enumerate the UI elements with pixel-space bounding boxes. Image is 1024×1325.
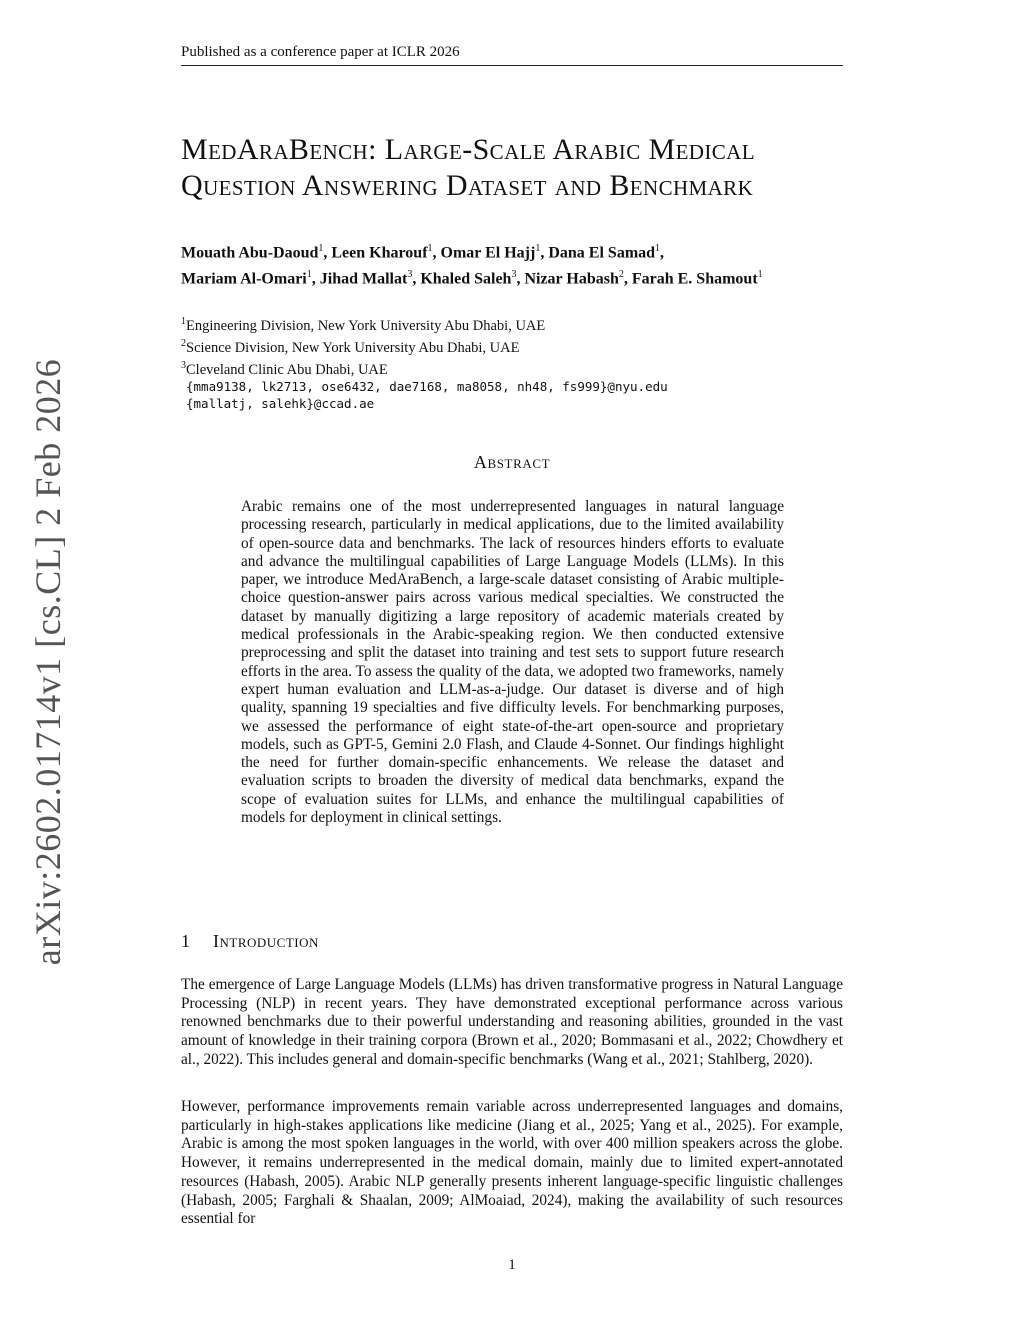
- author-name: Dana El Samad: [548, 244, 656, 262]
- author-name: Nizar Habash: [524, 270, 619, 288]
- author-name: Leen Kharouf: [331, 244, 428, 262]
- page-number: 1: [508, 1257, 516, 1273]
- author-affiliation-mark: 1: [306, 269, 312, 281]
- author-name: Omar El Hajj: [440, 244, 536, 262]
- author-affiliation-mark: 2: [618, 269, 624, 281]
- email-nyu[interactable]: {mma9138, lk2713, ose6432, dae7168, ma8058, nh48, fs999}@nyu.edu: [186, 379, 668, 395]
- affiliation-line: [181, 335, 841, 357]
- arxiv-identifier: arXiv:2602.01714v1 [cs.CL] 2 Feb 2026: [28, 358, 68, 966]
- author-list: Mouath Abu-Daoud$^1$, Leen Kharouf$^1$, Omar El Hajj$^1$, Dana El Samad$^1$, Mariam Al-Omari$^1$, Jihad Mallat$^3$, Khaled Saleh$^3$, Nizar Habash$^2$, Farah E. Shamout$^1$: [181, 243, 763, 288]
- title-line-2: Question Answering Dataset and Benchmark: [181, 169, 754, 202]
- email-ccad[interactable]: {mallatj, salehk}@ccad.ae: [186, 396, 375, 412]
- running-header: Published as a conference paper at ICLR 2026: [181, 44, 843, 66]
- title-line-1: MedAraBench: Large-Scale Arabic Medical: [181, 133, 755, 166]
- affiliation-text: Science Division, New York University Abu Dhabi, UAE: [186, 339, 520, 356]
- author-affiliation-mark: 3: [511, 269, 517, 281]
- affiliation-line: [181, 357, 841, 379]
- author-affiliation-mark: 1: [535, 243, 541, 254]
- author-affiliation-mark: 1: [655, 243, 661, 254]
- section-heading-introduction: [181, 931, 843, 952]
- affiliation-number: 2: [181, 337, 186, 349]
- author-name: Khaled Saleh: [420, 270, 512, 288]
- author-name: Farah E. Shamout: [631, 270, 758, 288]
- affiliation-number: 1: [181, 316, 186, 327]
- abstract-heading: Abstract: [473, 452, 551, 472]
- author-name: Mouath Abu-Daoud: [181, 244, 319, 262]
- intro-paragraph-1: The emergence of Large Language Models (LLMs) has driven transformative progress in Natural Language Processing (NLP) in recent years. They have demonstrated exceptional performance across various renowned benchmarks due to their powerful understanding and reasoning abilities, grounded in the vast amount of knowledge in their training corpora (Brown et al., 2020; Bommasani et al., 2022; Chowdhery et al., 2022). This includes general and domain-specific benchmarks (Wang et al., 2021; Stahlberg, 2020).: [181, 976, 843, 1068]
- author-name: Mariam Al-Omari: [181, 270, 307, 288]
- author-name: Jihad Mallat: [319, 270, 408, 288]
- abstract-text: Arabic remains one of the most underrepresented languages in natural language processing research, particularly in medical applications, due to the limited availability of open-source data and benchmarks. The lack of resources hinders efforts to evaluate and advance the multilingual capabilities of Large Language Models (LLMs). In this paper, we introduce MedAraBench, a large-scale dataset consisting of Arabic multiple-choice question-answer pairs across various medical specialties. We constructed the dataset by manually digitizing a large repository of academic materials created by medical professionals in the Arabic-speaking region. We then conducted extensive preprocessing and split the dataset into training and test sets to support future research efforts in the area. To assess the quality of the data, we adopted two frameworks, namely expert human evaluation and LLM-as-a-judge. Our dataset is diverse and of high quality, spanning 19 specialties and five difficulty levels. For benchmarking purposes, we assessed the performance of eight state-of-the-art open-source and proprietary models, such as GPT-5, Gemini 2.0 Flash, and Claude 4-Sonnet. Our findings highlight the need for further domain-specific enhancements. We release the dataset and evaluation scripts to broaden the diversity of medical data benchmarks, expand the scope of evaluation suites for LLMs, and enhance the multilingual capabilities of models for deployment in clinical settings.: [241, 498, 784, 827]
- affiliation-text: Engineering Division, New York University Abu Dhabi, UAE: [186, 317, 546, 334]
- affiliation-number: 3: [181, 359, 186, 371]
- paper-title: [181, 132, 861, 204]
- affiliations: [181, 313, 841, 412]
- section-number: 1: [181, 931, 191, 951]
- affiliation-line: [181, 313, 841, 335]
- author-affiliation-mark: 1: [757, 269, 763, 281]
- author-affiliation-mark: 1: [427, 243, 433, 254]
- intro-paragraph-2: However, performance improvements remain variable across underrepresented languages and domains, particularly in high-stakes applications like medicine (Jiang et al., 2025; Yang et al., 2025). For example, Arabic is among the most spoken languages in the world, with over 400 million speakers across the globe. However, it remains underrepresented in the medical domain, mainly due to limited expert-annotated resources (Habash, 2005). Arabic NLP generally presents inherent language-specific linguistic challenges (Habash, 2005; Farghali & Shaalan, 2009; AlMoaiad, 2024), making the availability of such resources essential for: [181, 1098, 843, 1228]
- affiliation-text: Cleveland Clinic Abu Dhabi, UAE: [186, 361, 388, 378]
- author-affiliation-mark: 3: [407, 269, 413, 281]
- section-title: Introduction: [213, 931, 319, 951]
- author-affiliation-mark: 1: [318, 243, 324, 254]
